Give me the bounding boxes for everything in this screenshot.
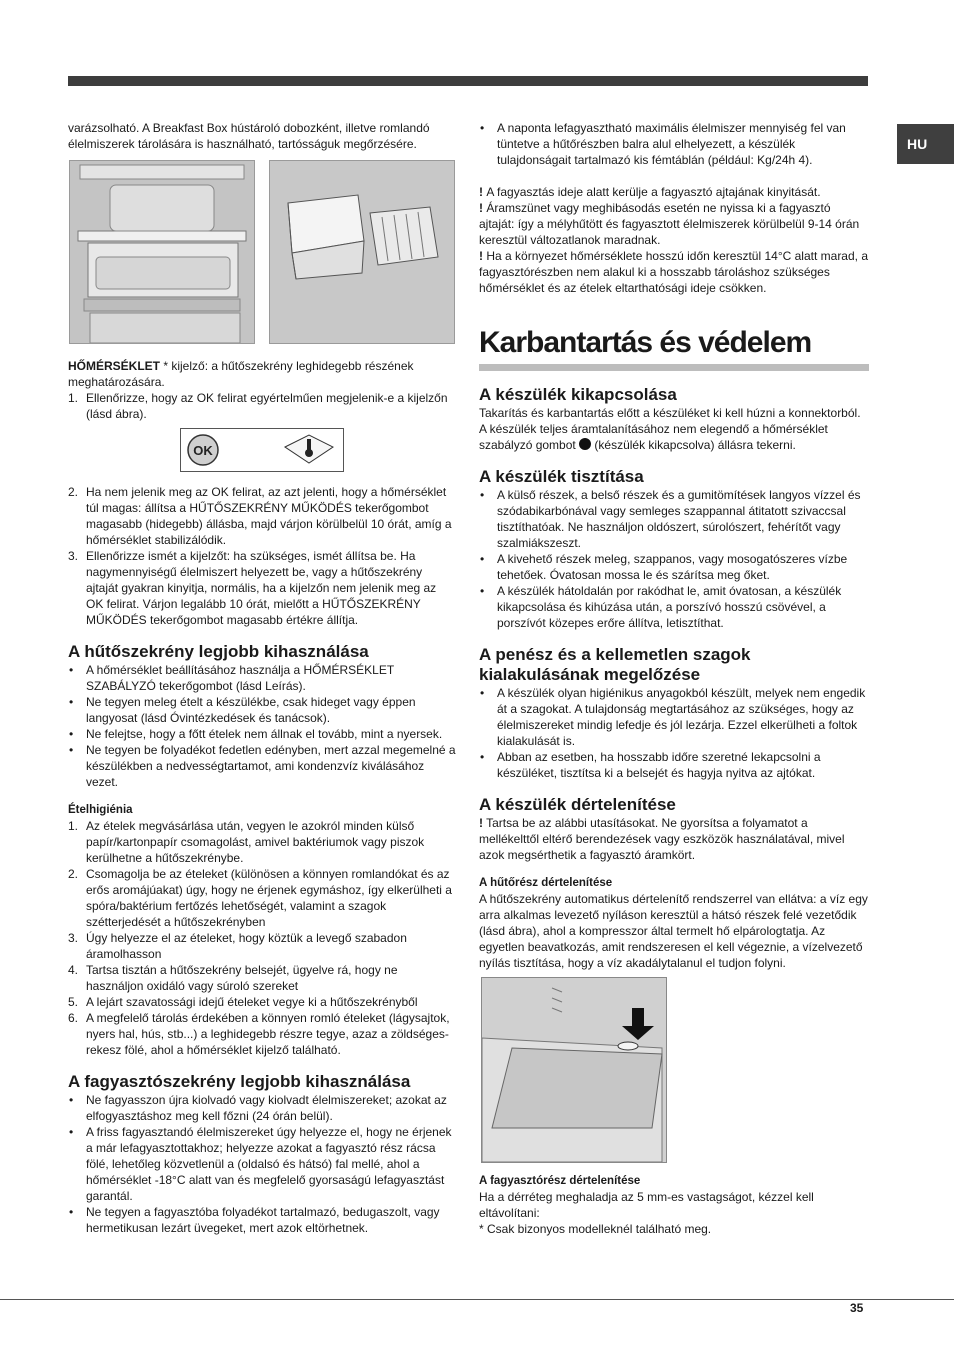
list-item: • A hőmérséklet beállításához használja a HŐMÉRSÉKLET SZABÁLYZÓ tekerőgombot (lásd Leírás). xyxy=(68,662,456,694)
mould-list xyxy=(479,685,869,781)
fridge-usage-heading: A hűtőszekrény legjobb kihasználása xyxy=(68,642,369,661)
intro-text: varázsolható. A Breakfast Box hústároló dobozként, illetve romlandó élelmiszerek tárolására is használható, tartósságuk megőrzésére. xyxy=(68,121,430,151)
defrost-text: ! Tartsa be az alábbi utasításokat. Ne gyorsítsa a folyamatot a mellékelttől eltérő berendezések vagy eszközök használatával, mivel azok megsérthetik a fagyasztó áramkört. xyxy=(479,816,845,862)
list-item: 1. Az ételek megvásárlása után, vegyen le azokról minden külső papír/kartonpapír csomagolást, amivel baktériumok vagy piszok kerülhetne a hűtőszekrénybe. xyxy=(68,819,425,865)
list-item: • Abban az esetben, ha hosszabb időre szeretné lekapcsolni a készüléket, tisztítsa ki a belsejét és hagyja nyitva az ajtókat. xyxy=(479,749,869,781)
cleaning-list xyxy=(479,487,869,631)
page-title: Karbantartás és védelem xyxy=(479,326,869,371)
list-item: 2. Ha nem jelenik meg az OK felirat, az azt jelenti, hogy a hőmérséklet túl magas: állítsa a HŰTŐSZEKRÉNY MŰKÖDÉS tekerőgombot magasabb (hidegebb) állásba, majd várjon körülbelül 10 órát, amíg a hőmérséklet stabilizálódik. xyxy=(68,485,452,547)
temperature-intro: HŐMÉRSÉKLET * kijelző: a hűtőszekrény leghidegebb részének meghatározására. xyxy=(68,359,414,389)
list-item: • A kivehető részek meleg, szappanos, vagy mosogatószeres vízbe tehetőek. Óvatosan mossa le és szárítsa meg őket. xyxy=(479,551,869,583)
list-item: 3. Ellenőrizze ismét a kijelzőt: ha szükséges, ismét állítsa be. Ha nagymennyiségű élelmiszert helyezett be, vagy a hűtőszekrény ajtaját gyakran kinyitja, normális, ha a kijelzőn nem jelenik meg az OK felirat. Várjon legalább 10 órát, mielőtt a HŰTŐSZEKRÉNY MŰKÖDÉS tekerőgombot magasabb értékre állítja. xyxy=(68,549,437,627)
freezer-defrost-text: Ha a dérréteg meghaladja az 5 mm-es vastagságot, kézzel kell eltávolítani: xyxy=(479,1190,814,1220)
knob-off-icon xyxy=(579,438,591,450)
list-item: • Ne felejtse, hogy a főtt ételek nem állnak el tovább, mint a nyersek. xyxy=(68,726,456,742)
warning-text: ! A fagyasztás ideje alatt kerülje a fagyasztó ajtajának kinyitását. xyxy=(479,185,821,199)
list-item: • A naponta lefagyasztható maximális élelmiszer mennyiség fel van tüntetve a hűtőrészben balra alul elhelyezett, a készülék tulajdonságait tartalmazó kis fémtáblán (például: Kg/24h 4). xyxy=(479,120,869,168)
fridge-usage-list xyxy=(68,662,456,790)
ok-indicator-figure xyxy=(180,428,344,472)
warning-block xyxy=(479,184,869,296)
list-item: 1. Ellenőrizze, hogy az OK felirat egyértelműen megjelenik-e a kijelzőn (lásd ábra). xyxy=(68,391,448,421)
mould-heading: A penész és a kellemetlen szagok kialakulásának megelőzése xyxy=(479,645,751,684)
switch-off-text: Takarítás és karbantartás előtt a készüléket ki kell húzni a konnektorból. A készülék teljes áramtalanításához nem elegendő a hőmérséklet szabályzó gombot (készülék kikapcsolva) állásra tekerni. xyxy=(479,406,861,452)
footnote: * Csak bizonyos modelleknél található meg. xyxy=(479,1222,712,1236)
list-item: • Ne tegyen a fagyasztóba folyadékot tartalmazó, bedugaszolt, vagy hermetikusan lezárt üvegeket, mert azok eltörhetnek. xyxy=(68,1204,456,1236)
breakfast-box-photos xyxy=(69,160,456,344)
drain-hole-figure xyxy=(481,977,667,1163)
list-item: • A készülék olyan higiénikus anyagokból készült, melyek nem engedik át a szagokat. A tulajdonság megtartásához az szükséges, hogy az élelmiszereket mindig lefedje és jól lezárja. Ezzel elkerülheti a foltok kialakulását is. xyxy=(479,685,869,749)
fridge-defrost-heading: A hűtőrész dértelenítése xyxy=(479,877,613,889)
freezer-usage-heading: A fagyasztószekrény legjobb kihasználása xyxy=(68,1072,411,1091)
list-item: 2. Csomagolja be az ételeket (különösen a könnyen romlandókat és az erős aromájúakat) úgy, hogy ne érjenek egymáshoz, így elkerülheti a spóra/baktérium fertőzés lehetőségét, valamint a szagok szétterjedését a hűtőszekrényben xyxy=(68,867,452,929)
fridge-drawer-image xyxy=(69,160,255,344)
footer-rule xyxy=(0,1299,954,1300)
hygiene-heading: Ételhigiénia xyxy=(68,804,133,816)
freezer-usage-list xyxy=(68,1092,456,1236)
warning-text: ! Ha a környezet hőmérséklete hosszú időn keresztül 14°C alatt marad, a fagyasztórészben nem alakul ki a hosszabb tároláshoz szükséges hőmérséklet és az ételek eltarthatósági ideje csökken. xyxy=(479,249,868,295)
language-tab: HU xyxy=(897,124,954,164)
list-item: • Ne fagyasszon újra kiolvadó vagy kiolvadt élelmiszereket; azokat az elfogyasztáshoz meg kell főzni (24 órán belül). xyxy=(68,1092,456,1124)
defrost-heading: A készülék dértelenítése xyxy=(479,795,676,814)
list-item: • A külső részek, a belső részek és a gumitömítések langyos vízzel és szódabikarbónával vagy semleges szappannal átitatott szivaccsal tisztíthatóak. Ne használjon oldószert, súrolószert, fehérítőt vagy szalmiákszeszt. xyxy=(479,487,869,551)
switch-off-heading: A készülék kikapcsolása xyxy=(479,385,677,404)
list-item: 5. A lejárt szavatossági idejű ételeket vegye ki a hűtőszekrényből xyxy=(68,995,418,1009)
list-item: • A készülék hátoldalán por rakódhat le, amit óvatosan, a készülék kikapcsolása és kihúzása után, a porszívó hosszú csövével, a porszívót közepes erőre állítva, letisztíthat. xyxy=(479,583,869,631)
warning-text: ! Áramszünet vagy meghibásodás esetén ne nyissa ki a fagyasztó ajtaját: így a mélyhűtött és fagyasztott élelmiszerek körülbelül 9-14 órán keresztül változatlanok maradnak. xyxy=(479,201,860,247)
list-item: 4. Tartsa tisztán a hűtőszekrény belsejét, ügyelve rá, hogy ne használjon oxidáló vagy súroló szereket xyxy=(68,963,398,993)
hygiene-list xyxy=(68,818,456,1058)
left-column xyxy=(68,120,456,1236)
list-item: 6. A megfelelő tárolás érdekében a könnyen romló ételeket (lágysajtok, nyers hal, hús, stb...) a leghidegebb részre tegye, azaz a zöldséges-rekesz fölé, ahol a hőmérséklet kijelző található. xyxy=(68,1011,450,1057)
right-column xyxy=(479,120,869,1237)
header-rule xyxy=(68,76,868,86)
temperature-steps xyxy=(68,390,456,422)
list-item: 3. Úgy helyezze el az ételeket, hogy köztük a levegő szabadon áramolhasson xyxy=(68,931,407,961)
freezer-capacity-list xyxy=(479,120,869,168)
ok-label: OK xyxy=(193,443,213,458)
list-item: • A friss fagyasztandó élelmiszereket úgy helyezze el, hogy ne érjenek a már lefagyasztottakhoz; helyezze azokat a fagyasztó rész rácsa fölé, lehetőleg közvetlenül a (oldalsó és hátsó) fal mellé, ahol a hőmérséklet -18°C alatt van és megfelelő gyorsaságú lefagyasztást garantál. xyxy=(68,1124,456,1204)
fridge-defrost-text: A hűtőszekrény automatikus dértelenítő rendszerrel van ellátva: a víz egy arra alkalmas levezető nyíláson keresztül a hátsó részek felé vezetődik (lásd ábra), ahol a kompresszor által termelt hő elpárologtatja. Az egyetlen beavatkozás, amit rendszeresen el kell végeznie, a vízelvezető nyílás tisztítása, hogy a víz akadálytalanul el tudjon folyni. xyxy=(479,892,868,970)
breakfast-box-image xyxy=(269,160,455,344)
cleaning-heading: A készülék tisztítása xyxy=(479,467,644,486)
freezer-defrost-heading: A fagyasztórész dértelenítése xyxy=(479,1175,641,1187)
list-item: • Ne tegyen be folyadékot fedetlen edényben, mert azzal megemelné a készülékben a nedvességtartamot, ami kondenzvíz kiválásához vezet. xyxy=(68,742,456,790)
page-number: 35 xyxy=(850,1301,864,1315)
temperature-steps-cont xyxy=(68,484,456,628)
list-item: • Ne tegyen meleg ételt a készülékbe, csak hideget vagy éppen langyosat (lásd Óvintézkedések és tanácsok). xyxy=(68,694,456,726)
